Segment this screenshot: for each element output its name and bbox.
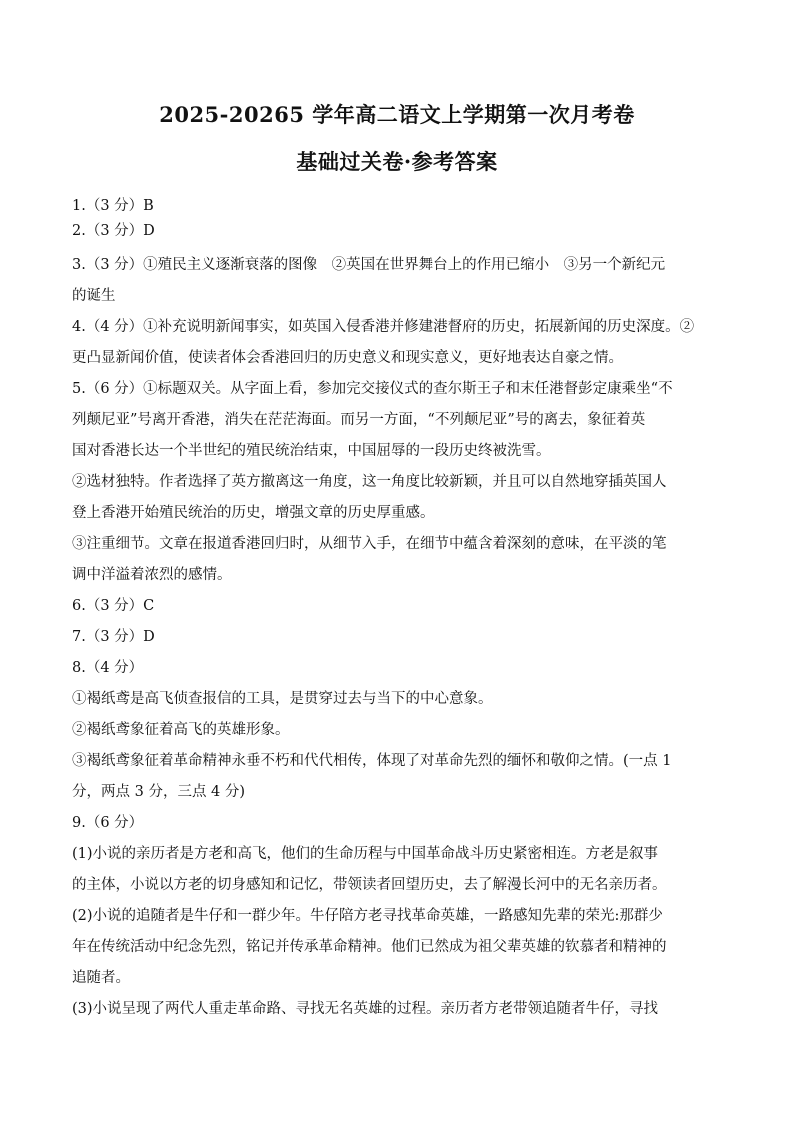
- answer-line: 5.（6 分）①标题双关。从字面上看，参加完交接仪式的查尔斯王子和末任港督彭定康乘坐“不: [72, 381, 673, 397]
- answer-line: 8.（4 分）: [72, 660, 144, 676]
- answer-line: 登上香港开始殖民统治的历史，增强文章的历史厚重感。: [72, 505, 435, 521]
- answer-line: 国对香港长达一个半世纪的殖民统治结束，中国屈辱的一段历史终被洗雪。: [72, 443, 551, 459]
- answer-line: ①褐纸鸢是高飞侦查报信的工具，是贯穿过去与当下的中心意象。: [72, 691, 493, 707]
- answer-line: 的主体，小说以方老的切身感知和记忆，带领读者回望历史，去了解漫长河中的无名亲历者。: [72, 877, 667, 893]
- answer-line: 的诞生: [72, 288, 116, 304]
- document-title: 2025-20265 学年高二语文上学期第一次月考卷: [159, 102, 635, 127]
- answer-line: 调中洋溢着浓烈的感情。: [72, 567, 232, 583]
- answer-line: 更凸显新闻价值，使读者体会香港回归的历史意义和现实意义，更好地表达自豪之情。: [72, 350, 623, 366]
- answer-line: ③注重细节。文章在报道香港回归时，从细节入手，在细节中蕴含着深刻的意味，在平淡的笔: [72, 536, 667, 552]
- answer-line: 2.（3 分）D: [72, 223, 155, 239]
- answer-line: (1)小说的亲历者是方老和高飞，他们的生命历程与中国革命战斗历史紧密相连。方老是叙事: [72, 846, 659, 862]
- answer-line: 7.（3 分）D: [72, 629, 155, 645]
- answer-line: 年在传统活动中纪念先烈，铭记并传承革命精神。他们已然成为祖父辈英雄的钦慕者和精神的: [72, 939, 667, 955]
- answer-line: (2)小说的追随者是牛仔和一群少年。牛仔陪方老寻找革命英雄，一路感知先辈的荣光:那群少: [72, 908, 663, 924]
- answer-line: 1.（3 分）B: [72, 198, 154, 214]
- answer-line: 9.（6 分）: [72, 815, 144, 831]
- answer-line: ②褐纸鸢象征着高飞的英雄形象。: [72, 722, 290, 738]
- answer-line: ②选材独特。作者选择了英方撤离这一角度，这一角度比较新颖，并且可以自然地穿插英国人: [72, 474, 667, 490]
- answer-line: ③褐纸鸢象征着革命精神永垂不朽和代代相传，体现了对革命先烈的缅怀和敬仰之情。(一点 1: [72, 753, 672, 769]
- answer-line: 6.（3 分）C: [72, 598, 155, 614]
- answer-content: [72, 194, 724, 1025]
- answer-line: 追随者。: [72, 970, 130, 986]
- answer-line: 列颠尼亚”号离开香港，消失在茫茫海面。而另一方面，“不列颠尼亚”号的离去，象征着英: [72, 412, 646, 428]
- answer-line: (3)小说呈现了两代人重走革命路、寻找无名英雄的过程。亲历者方老带领追随者牛仔，寻找: [72, 1001, 659, 1017]
- answer-line: 3.（3 分）①殖民主义逐渐衰落的图像 ②英国在世界舞台上的作用已缩小 ③另一个新纪元: [72, 257, 666, 273]
- document-subtitle: 基础过关卷·参考答案: [296, 149, 498, 174]
- answer-line: 4.（4 分）①补充说明新闻事实，如英国入侵香港并修建港督府的历史，拓展新闻的历史深度。②: [72, 319, 695, 335]
- answer-line: 分，两点 3 分，三点 4 分): [72, 784, 246, 800]
